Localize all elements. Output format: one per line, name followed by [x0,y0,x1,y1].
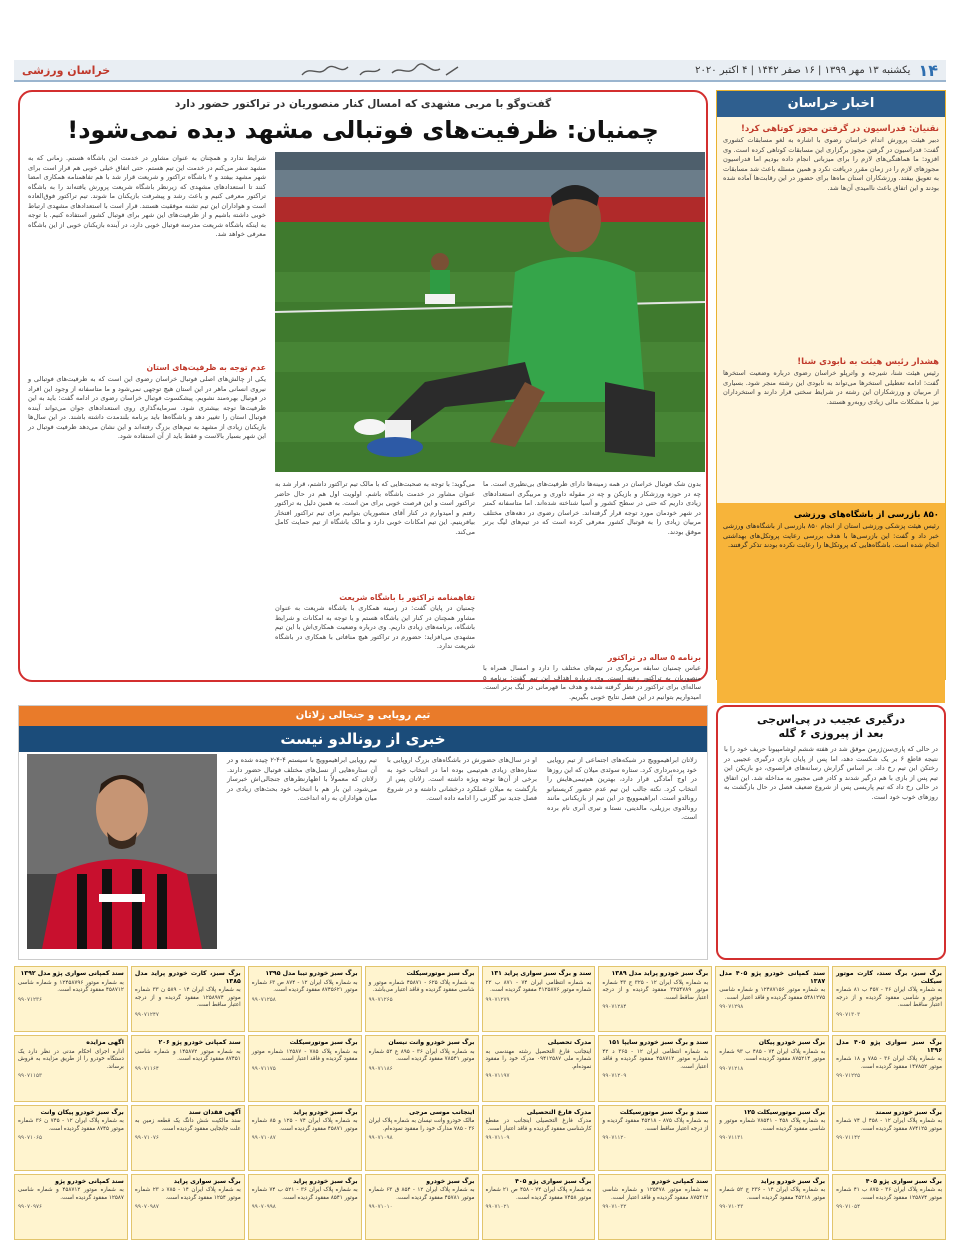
classified-ad [482,1105,596,1171]
story-1-text: دبیر هیئت پرورش اندام خراسان رضوی با اشاره به لغو مسابقات کشوری گفت: فدراسیون در گرفتن مجوز برگزاری این مسابقات کوتاهی کرده است. وی افزود: ما هماهنگی‌های لازم را برای میزبانی انجام داده بودیم اما فدراسیون مجوزهای لازم را در زمان مقرر دریافت نکرد و همین مسئله باعث شد مسابقات به تعویق بیفتد. ورزشکاران استان ماه‌ها برای حضور در این رقابت‌ها آماده شده بودند و این اتفاق باعث ناامیدی آن‌ها شد. [723,136,939,192]
ad-body: به شماره پلاک ایران ۳۶ - ۵۲۱ ب ۷۴ شماره موتور ۸۵۴۱ مفقود گردیده است. [251,1187,358,1201]
ad-body: سند مالکیت شش دانگ یک قطعه زمین به علت جابجایی مفقود گردیده است. [134,1118,241,1132]
psg-subtitle: بعد از پیروزی ۶ گله [778,727,884,740]
ad-title: برگ سبز خودرو پراید [760,1177,826,1185]
classified-ad [365,1035,479,1101]
zlatan-kicker-bar: تیم رویایی و جنجالی زلاتان [19,706,707,726]
ad-body: به شماره موتور ۱۴۵۸۷۲ و شماره شاسی ۸۷۴۵۱ مفقود گردیده است. [134,1048,241,1063]
classified-ad [248,1105,362,1171]
zlatan-photo [27,754,217,949]
classified-ad [131,966,245,1032]
ad-body: به شماره پلاک ایران ۷۴ - ۴۸۵ ب ۹۳ شماره موتور ۸۷۵۲۱۴ مفقود گردیده است. [719,1048,826,1063]
article-kicker: گفت‌وگو با مربی مشهدی که امسال کنار منصوریان در تراکتور حضور دارد [174,98,552,110]
ad-title: برگ سبز سواری پژو ۴۰۵ [515,1177,592,1185]
subheading-shariat-agreement: تفاهمنامه تراکتور با باشگاه شریعت [339,593,475,602]
decorative-calligraphy [300,63,460,83]
subheading-provincial-capacity: عدم توجه به ظرفیت‌های استان [146,363,266,372]
ad-title: برگ سبز خودرو وانت نیسان [388,1039,475,1047]
ad-body: به شماره پلاک ایران ۱۲ - ۸۵۴ ق ۶۳ شماره موتور ۴۵۷۸۱ مفقود گردیده است. [368,1187,475,1201]
classified-ad [14,1035,128,1101]
ad-title: برگ سبز، کارت خودرو پراید مدل ۱۳۸۵ [134,970,241,985]
ad-code: ۹۹۰۷۱۱۲۰ [602,1135,627,1141]
classified-ad [598,1035,712,1101]
page-number: ۱۴ [918,60,938,80]
section-masthead: خراسان ورزشی [22,63,111,77]
ad-body: به شماره انتظامی ایران ۱۲ - ۳۶۵ د ۴۲ شماره موتور ۴۵۸۷۱۲ مفقود گردیده و فاقد اعتبار است. [602,1048,709,1070]
ad-code: ۹۹۰۷۰۹۷۶ [18,1204,43,1211]
ad-code: ۹۹۰۷۱۱۵۳ [18,1073,43,1080]
classified-ad [365,1105,479,1171]
ad-title: برگ سبز خودرو پراید مدل ۱۳۸۹ [611,970,709,977]
ad-code: ۹۹۰۷۱۰۹۸ [368,1135,393,1141]
zlatan-col2: او در سال‌های حضورش در باشگاه‌های بزرگ اروپایی با ستاره‌های زیادی هم‌تیمی بوده اما در انتخاب خود به برخی از آن‌ها توجه ویژه داشته است. زلاتان پس از بازگشت به میلان عملکرد درخشانی داشته و در شروع فصل جدید نیز گلزنی را ادامه داده است. [387,756,537,802]
ad-code: ۹۹۰۷۱۰۷۶ [134,1135,159,1141]
ad-code: ۹۹۰۷۱۲۱۸ [719,1065,744,1072]
ad-code: ۹۹۰۷۱۰۲۱ [485,1204,510,1211]
ad-title: سند کمپانی خودرو پژو ۲۰۶ [158,1039,241,1047]
ad-title: سند و برگ سبز سواری پراید ۱۳۱ [490,970,592,977]
classified-ad [248,1174,362,1240]
sidebar-story-3 [717,503,945,703]
ad-title: سند کمپانی خودرو [651,1177,709,1185]
classified-ad [482,1174,596,1240]
ad-title: سند کمپانی خودرو پژو [55,1177,124,1185]
classified-ad [482,966,596,1032]
classified-ad [715,1105,829,1171]
ad-title: برگ سبز سواری پژو ۴۰۵ [865,1177,942,1185]
issue-date: یکشنبه ۱۳ مهر ۱۳۹۹ | ۱۶ صفر ۱۴۴۲ | ۴ اکتبر ۲۰۲۰ [695,64,911,76]
ad-body: به شماره پلاک ایران ۳۶ - ۸۷۵ ب ۴۱ شماره موتور ۱۲۵۸۷۴ مفقود گردیده است. [836,1187,943,1201]
ad-code: ۹۹۰۷۱۱۸۶ [368,1065,393,1072]
ad-code: ۹۹۰۷۱۱۷۵ [251,1065,276,1072]
sidebar-title: اخبار خراسان [717,91,945,117]
classified-ad [832,1035,946,1101]
zlatan-article [18,705,708,960]
ad-body: به شماره پلاک ایران ۳۶ - ۸۹۵ ع ۵۲ شماره موتور ۷۸۵۴۱ مفقود گردیده است. [368,1048,475,1063]
main-article [18,90,708,701]
ad-code: ۹۹۰۷۱۱۳۱ [719,1135,744,1141]
classified-ad [14,1105,128,1171]
ad-body: به شماره موتور ۱۲۴۵۸۷۹۶ و شماره شاسی ۴۵۸۷۱۲ مفقود گردیده است. [18,979,124,993]
ad-title: اینجانب موسی مرجی [409,1108,475,1116]
ad-body: به شماره پلاک ایران ۱۲ - ۴۵۸ ل ۷۴ شماره موتور ۸۷۴۱۲۵ مفقود گردیده است. [836,1118,943,1132]
article-col2: بدون شک فوتبال خراسان در همه زمینه‌ها دارای ظرفیت‌های بی‌نظیری است. ما چه در حوزه ورزشکار و بازیکن و چه در مقوله داوری و مربیگری استعدادهای زیادی داریم که حتی در سطح کشور و آسیا شناخته شده‌اند. اما متاسفانه کمتر در شهر خودمان مورد توجه قرار گرفته‌اند. خراسان رضوی در دهه‌های مختلف مربیان زیادی را به فوتبال کشور معرفی کرده است که در تیم‌های لیگ برتر موفق بودند. [483,480,701,536]
ad-code: ۹۹۰۷۱۰۸۷ [251,1135,276,1141]
classified-ad [832,1174,946,1240]
ad-body: به شماره پلاک ایران ۱۴ - ۵۸۹ ن ۳۳ شماره موتور ۱۲۵۸۹۷۴ مفقود گردیده و از درجه اعتبار ساقط است. [134,987,241,1008]
classified-ad [131,1105,245,1171]
article-col1: شرایط ندارد و همچنان به عنوان مشاور در خدمت این باشگاه هستم. زمانی که به مشهد سفر می‌کنم در خدمت این تیم هستم. حتی اتفاق خیلی خوبی هم قرار است برای شهر مشهد بیفتد و ۲ باشگاه تراکتور و شریعت قرار شد با هم تفاهمنامه همکاری امضا کنند تا استعدادهای مشهدی که زیرنظر باشگاه شریعت پرورش یافته‌اند را به باشگاه تراکتور معرفی کنیم و باعث رشد و پیشرفت بازیکنان ما شوند. تیم تراکتور فوق‌العاده است و هواداران این تیم تشنه موفقیت هستند. قرار است با استعدادهای مشهدی ارتباط خوبی داشته باشیم و از ظرفیت‌های این شهر برای فوتبال کشور استفاده کنیم. با توجه به اینکه باشگاه شریعت مدرسه فوتبال خوبی دارد، در آینده بازیکنان خوبی از این باشگاه معرفی خواهد شد. [28,154,267,238]
story-3-text: رئیس هیئت پزشکی ورزشی استان از انجام ۸۵۰ بازرسی از باشگاه‌های ورزشی خبر داد و گفت: این بازرسی‌ها با هدف بررسی رعایت پروتکل‌های بهداشتی انجام شده است. باشگاه‌هایی که پروتکل‌ها را رعایت نکرده بودند تذکر گرفتند. [723,522,940,549]
ad-code: ۹۹۰۷۱۲۶۵ [368,996,393,1003]
ad-title: سند کمپانی سواری پژو مدل ۱۳۹۲ [20,970,124,977]
page-header [14,60,946,82]
ad-code: ۹۹۰۷۱۱۹۷ [485,1073,510,1080]
ad-title: سند و برگ سبز خودرو سایپا ۱۵۱ [608,1039,709,1047]
classified-ad [248,966,362,1032]
ad-code: ۹۹۰۷۱۲۴۷ [134,1011,159,1018]
subheading-five-year-plan: برنامه ۵ ساله در تراکتور [607,653,701,662]
classified-ad [248,1035,362,1101]
article-col3: می‌گوید: با توجه به صحبت‌هایی که با مالک تیم تراکتور داشتم، قرار شد به عنوان مشاور در خدمت باشگاه باشم. اولویت اول هم در حال حاضر تراکتور است و این فرصت خوبی برای من است. به همین دلیل به تراکتور رفتم و امیدوارم در کنار آقای منصوریان بتوانیم برای تیم تراکتور افتخار بیافرینیم. این تیم امکانات خوبی دارد و مالک باشگاه از تیم حمایت کامل می‌کند. [275,480,475,536]
ad-code: ۹۹۰۷۱۲۰۹ [602,1073,627,1080]
article-headline: چمنیان: ظرفیت‌های فوتبالی مشهد دیده نمی‌شود! [67,116,659,144]
ad-title: برگ سبز موتورسیکلت [289,1039,358,1047]
ad-title: برگ سبز سواری پژو ۴۰۵ مدل ۱۳۹۶ [836,1039,943,1054]
ad-body: به شماره پلاک ۷۸۵ - ۱۲۵۸۷ شماره موتور مفقود گردیده و فاقد اعتبار است. [251,1048,358,1063]
classified-ad [598,966,712,1032]
classified-ad [598,1174,712,1240]
ad-code: ۹۹۰۷۱۲۵۸ [251,996,276,1003]
ad-code: ۹۹۰۷۱۲۸۴ [602,1004,627,1010]
ad-title: برگ سبز خودرو پراید [293,1108,358,1116]
ad-title: برگ سبز خودرو پیکان وانت [40,1108,124,1116]
classified-ad [14,1174,128,1240]
ad-title: برگ سبز خودرو پیکان [758,1039,826,1047]
ad-code: ۹۹۰۷۱۲۲۵ [836,1073,861,1080]
psg-text: در حالی که پاری‌سن‌ژرمن موفق شد در هفته ششم لوشامپیونا حریف خود را با نتیجه قاطع ۶ بر یک شکست دهد، اما پس از پایان بازی درگیری عجیبی در رختکن این تیم رخ داد. بر اساس گزارش رسانه‌های فرانسوی، دو بازیکن این تیم پس از بازی با هم درگیر شدند و کادر فنی مجبور به مداخله شد. این اتفاق در حالی رخ داد که تیم پاریسی پس از شروع ضعیف فصل در حال بازگشت به روزهای خوب خود است. [724,745,938,801]
ad-title: مدرک فارغ التحصیلی [526,1108,592,1116]
ad-code: ۹۹۰۷۱۱۰۹ [485,1135,510,1141]
ad-code: ۹۹۰۷۱۳۰۳ [836,1011,861,1018]
ad-body: به شماره موتور ۱۲۵۴۷۸ و شماره شاسی ۸۷۵۴۱۲ مفقود گردیده و فاقد اعتبار است. [602,1187,709,1201]
ad-code: ۹۹۰۷۱۰۶۵ [18,1135,43,1141]
classified-ad [482,1035,596,1101]
sidebar-story-2 [717,350,945,503]
ad-body: به شماره پلاک ۸۷۵ - ۴۵۲۱۸ مفقود گردیده و از درجه اعتبار ساقط است. [602,1118,709,1132]
ad-body: به شماره پلاک ایران ۳۶ - ۴۵۷ ب ۸۱ شماره موتور و شاسی مفقود گردیده و از درجه اعتبار ساقط است. [836,987,943,1008]
ad-body: به شماره انتظامی ایران ۷۴ - ۸۷۱ ب ۲۲ شماره موتور ۴۱۲۵۸۷۶ مفقود گردیده است. [485,979,592,993]
ad-code: ۹۹۰۷۱۰۴۳ [719,1204,744,1211]
ad-code: ۹۹۰۷۱۰۳۲ [602,1204,627,1211]
sidebar-story-1 [717,117,945,350]
ad-title: آگهی فقدان سند [188,1108,241,1116]
coach-photo [275,152,705,472]
ad-code: ۹۹۰۷۱۱۶۴ [134,1065,159,1072]
ad-body: به شماره پلاک ایران ۱۲ - ۸۷۴ ص ۶۳ شماره موتور ۸۷۴۵۶۲۱ مفقود گردیده است. [251,979,358,993]
zlatan-col3: تیم رویایی ابراهیموویچ با سیستم ۴-۴-۲ چیده شده و در آن ستاره‌هایی از نسل‌های مختلف فوتبال حضور دارند. زلاتان که معمولاً با اظهارنظرهای جنجالی‌اش خبرساز می‌شود، این بار هم با انتخاب خود بحث‌های زیادی در میان هواداران به راه انداخت. [227,756,377,802]
story-2-text: رئیس هیئت شنا، شیرجه و واترپلو خراسان رضوی درباره وضعیت استخرها گفت: ادامه تعطیلی استخرها می‌تواند به نابودی این رشته منجر شود. بسیاری از مربیان و ورزشکاران این رشته در شرایط سختی قرار دارند و استخرداران نیز با مشکلات مالی زیادی روبه‌رو هستند. [723,369,939,406]
ad-body: اینجانب فارغ التحصیل رشته مهندسی به شماره ملی ۰۹۴۱۲۵۸۷ مدرک خود را مفقود نموده‌ام. [485,1048,592,1070]
ad-title: سند کمپانی خودرو پژو ۴۰۵ مدل ۱۳۸۷ [719,970,826,985]
ad-body: به شماره پلاک ایران ۳۶ - ۷۸۵ و ۱۸ شماره موتور ۱۴۷۸۵۲ مفقود گردیده است. [836,1056,942,1070]
ad-code: ۹۹۰۷۱۰۵۴ [836,1204,861,1211]
classified-ad [131,1174,245,1240]
ad-title: برگ سبز موتورسیکلت [406,970,475,977]
story-2-title: هشدار رئیس هیئت به نابودی شنا! [797,357,939,367]
ad-title: برگ سبز موتورسیکلت ۱۲۵ [743,1108,826,1116]
psg-title: درگیری عجیب در پی‌اس‌جی [756,713,906,726]
ad-code: ۹۹۰۷۱۲۹۸ [719,1004,744,1010]
classified-ad [598,1105,712,1171]
article-col1-continued: یکی از چالش‌های اصلی فوتبال خراسان رضوی این است که به ظرفیت‌های فوتبالی و نیروی انسانی ماهر در این استان هیچ توجهی نمی‌شود و ما متاسفانه از وجود این افراد در فوتبال بهره‌مند نشویم. پیشکسوت فوتبال خراسان رضوی در ادامه گفت: باید به این ظرفیت‌ها توجه بیشتری شود. سرمایه‌گذاری روی استعدادهای جوان می‌تواند آینده فوتبال استان را تغییر دهد و باشگاه‌ها باید برنامه بلندمدت داشته باشند. در این سال‌ها بازیکنان زیادی از مشهد به تیم‌های بزرگ رفته‌اند و این نشان می‌دهد ظرفیت فوتبال در این شهر بسیار بالاست و فقط باید از آن استفاده شود. [28,375,266,440]
article-col3-continued: چمنیان در پایان گفت: در زمینه همکاری با باشگاه شریعت به عنوان مشاور همچنان در کنار این باشگاه هستم و با توجه به امکانات و شرایط باشگاه، برنامه‌های زیادی داریم. وی درباره وضعیت همکاری‌اش با این تیم مشهدی می‌افزاید: حضورم در تراکتور هیچ منافاتی با همکاری در باشگاه شریعت ندارد. [275,604,475,650]
ad-body: به شماره پلاک ایران ۷۴ - ۴۵۸ ص ۲۱ شماره موتور ۷۴۵۸ مفقود گردیده است. [485,1187,592,1201]
article-col2-continued: عباس چمنیان سابقه مربیگری در تیم‌های مختلف را دارد و امسال همراه با منصوریان به تراکتور رفته است. وی درباره اهداف این تیم گفت: برنامه ۵ ساله‌ای برای تراکتور در نظر گرفته شده و هدف ما قهرمانی در لیگ برتر است. امیدواریم بتوانیم در این فصل نتایج خوبی بگیریم. [483,664,701,701]
classified-ad [365,1174,479,1240]
classified-ad [131,1035,245,1101]
story-1-title: نقنیان: فدراسیون در گرفتن مجوز کوتاهی کرد! [741,124,939,134]
classified-ad [715,1174,829,1240]
classified-ad [832,966,946,1032]
ad-title: برگ سبز، برگ سند، کارت موتور سیکلت [836,970,942,985]
ad-body: به شماره پلاک ۴۵۸ - ۷۸۵۴۱ شماره موتور و شاسی مفقود گردیده است. [719,1118,826,1132]
ad-body: اداره اجرای احکام مدنی در نظر دارد یک دستگاه خودرو را از طریق مزایده به فروش برساند. [18,1048,124,1070]
ad-code: ۹۹۰۷۰۹۸۷ [134,1204,159,1211]
ad-title: سند و برگ سبز موتورسیکلت [619,1108,709,1116]
classified-ad [365,966,479,1032]
ad-code: ۹۹۰۷۱۱۴۲ [836,1135,861,1141]
ad-body: به شماره موتور ۴۵۸۷۱۲ و شماره شاسی ۱۲۵۸۷ مفقود گردیده است. [18,1187,124,1201]
ad-body: به شماره پلاک ایران ۱۲ - ۳۲۵ ج ۴۳ شماره موتور ۳۲۵۴۷۸۹ مفقود گردیده و از درجه اعتبار ساقط است. [602,979,709,1001]
ad-body: به شماره پلاک ایران ۷۴ - ۱۲۵ و ۸۵ شماره موتور ۴۵۸۷۱ مفقود گردیده است. [251,1118,358,1132]
ad-body: به شماره پلاک ایران ۱۴ - ۲۳۶ ج ۵۲ شماره موتور ۴۵۲۱۸ مفقود گردیده است. [719,1187,826,1201]
ad-body: به شماره موتور ۱۲۴۸۷۱۵۶ و شماره شاسی ۵۴۸۱۲۷۵ مفقود گردیده و فاقد اعتبار است. [719,987,826,1001]
classified-ad [14,966,128,1032]
ad-title: برگ سبز خودرو پراید [293,1177,358,1185]
ad-code: ۹۹۰۷۱۲۷۹ [485,996,510,1003]
ad-body: به شماره پلاک ایران ۱۴ - ۷۸۵ د ۲۳ شماره موتور ۱۲۵۴ مفقود گردیده است. [134,1187,241,1201]
story-3-title: ۸۵۰ بازرسی از باشگاه‌های ورزشی [793,510,939,520]
ad-title: مدرک تحصیلی [547,1039,592,1047]
psg-article [716,705,946,960]
classified-ad [832,1105,946,1171]
ad-title: برگ سبز خودرو سمند [875,1108,942,1116]
ad-title: برگ سبز خودرو [426,1177,475,1185]
ad-body: به شماره پلاک ایران ۱۲ - ۷۴۵ ن ۳۶ شماره موتور ۸۷۴۵ مفقود گردیده است. [18,1118,124,1132]
classified-ad [715,1035,829,1101]
ad-code: ۹۹۰۷۱۲۳۶ [18,996,43,1003]
ad-body: به شماره پلاک ۶۲۵ - ۴۵۸۷۱ شماره موتور و شاسی مفقود گردیده و فاقد اعتبار می‌باشد. [368,979,475,993]
ad-code: ۹۹۰۷۱۰۱۰ [368,1204,393,1211]
zlatan-headline: خبری از رونالدو نیست [19,726,707,752]
ad-body: مالک خودرو وانت نیسان به شماره پلاک ایران ۳۶ - ۷۸۵ مدارک خود را مفقود نموده‌ام. [368,1118,475,1132]
ad-code: ۹۹۰۷۰۹۹۸ [251,1204,276,1211]
classified-ads [14,966,946,1240]
ad-title: برگ سبز سواری پراید [173,1177,241,1185]
zlatan-col1: زلاتان ابراهیموویچ در شبکه‌های اجتماعی از تیم رویایی خود پرده‌برداری کرد. ستاره سوئدی میلان که این روزها در اوج آمادگی قرار دارد، بهترین هم‌تیمی‌هایش را انتخاب کرد. نکته جالب این تیم عدم حضور کریستیانو رونالدو است. ابراهیموویچ در این تیم از بازیکنانی مانند رونالدوی برزیلی، مالدینی، نستا و تیری آنری نام برده است. [547,756,697,821]
khorasan-news-sidebar [716,90,946,680]
ad-body: مدرک فارغ التحصیلی اینجانب در مقطع کارشناسی مفقود گردیده و فاقد اعتبار است. [485,1118,592,1132]
ad-title: برگ سبز خودرو تیبا مدل ۱۳۹۵ [265,970,358,977]
ad-title: اگهی مزایده [86,1039,124,1047]
classified-ad [715,966,829,1032]
